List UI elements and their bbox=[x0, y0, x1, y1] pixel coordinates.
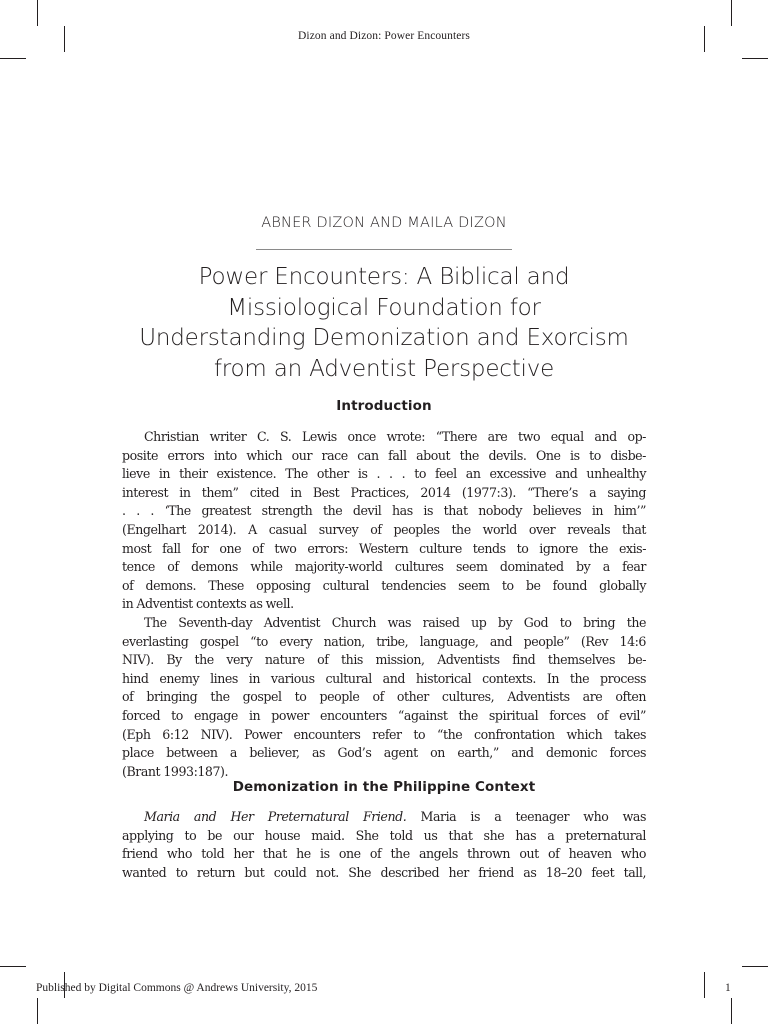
text-line: forced to engage in power encounters “against the spiritual forces of evil” bbox=[122, 707, 646, 723]
article-authors: ABNER DIZON AND MAILA DIZON bbox=[261, 215, 507, 231]
text-run: Maria is a teenager who was bbox=[420, 809, 646, 824]
text-line: in Adventist contexts as well. bbox=[122, 596, 294, 612]
text-line: The Seventh-day Adventist Church was raised up by God to bring the bbox=[144, 614, 646, 630]
section-heading-introduction: Introduction bbox=[336, 398, 432, 414]
text-line: tence of demons while majority-world cultures seem dominated by a fear bbox=[122, 559, 646, 575]
text-line: wanted to return but could not. She described her friend as 18–20 feet tall, bbox=[122, 864, 646, 880]
text-line: lieve in their existence. The other is . . . to feel an excessive and unhealthy bbox=[122, 466, 646, 482]
crop-mark bbox=[0, 966, 26, 967]
text-line: interest in them” cited in Best Practices, 2014 (1977:3). “There’s a saying bbox=[122, 484, 646, 500]
text-line: (Eph 6:12 NIV). Power encounters refer to “the confrontation which takes bbox=[122, 726, 646, 742]
crop-mark bbox=[704, 972, 705, 998]
text-line: (Engelhart 2014). A casual survey of peoples the world over reveals that bbox=[122, 521, 646, 537]
italic-run-in-heading: Maria and Her Preternatural Friend. bbox=[144, 809, 407, 824]
crop-mark bbox=[731, 998, 732, 1024]
text-line: NIV). By the very nature of this mission, Adventists find themselves be- bbox=[122, 652, 646, 668]
text-line: of demons. These opposing cultural tendencies seem to be found globally bbox=[122, 577, 646, 593]
crop-mark bbox=[37, 998, 38, 1024]
title-line: Understanding Demonization and Exorcism bbox=[139, 325, 629, 351]
text-line: posite errors into which our race can fall about the devils. One is to disbe- bbox=[122, 447, 646, 463]
text-line: place between a believer, as God’s agent on earth,” and demonic forces bbox=[122, 745, 646, 761]
title-line: Missiological Foundation for bbox=[227, 294, 541, 321]
footer-publisher: Published by Digital Commons @ Andrews University, 2015 bbox=[36, 982, 318, 994]
running-head: Dizon and Dizon: Power Encounters bbox=[298, 30, 470, 42]
text-line bbox=[122, 808, 646, 827]
text-line: applying to be our house maid. She told us that she has a preternatural bbox=[122, 827, 646, 843]
text-line: friend who told her that he is one of the angels thrown out of heaven who bbox=[122, 846, 646, 862]
crop-mark bbox=[742, 58, 768, 59]
crop-mark bbox=[37, 0, 38, 26]
title-divider bbox=[256, 249, 512, 250]
section-heading-demonization: Demonization in the Philippine Context bbox=[232, 779, 536, 795]
text-line: everlasting gospel “to every nation, tribe, language, and people” (Rev 14:6 bbox=[122, 633, 646, 649]
title-line: from an Adventist Perspective bbox=[213, 355, 555, 382]
text-line: (Brant 1993:187). bbox=[122, 763, 229, 779]
crop-mark bbox=[0, 58, 26, 59]
text-line: Christian writer C. S. Lewis once wrote: “There are two equal and op- bbox=[144, 429, 646, 444]
text-line: hind enemy lines in various cultural and historical contexts. In the process bbox=[122, 670, 646, 686]
intro-paragraph-1 bbox=[122, 428, 646, 781]
text-line: . . . ‘The greatest strength the devil has is that nobody believes in him’” bbox=[122, 503, 646, 519]
crop-mark bbox=[742, 966, 768, 967]
text-line: most fall for one of two errors: Western culture tends to ignore the exis- bbox=[122, 540, 646, 556]
page-number: 1 bbox=[725, 982, 731, 994]
title-line: Power Encounters: A Biblical and bbox=[198, 264, 570, 290]
article-title bbox=[80, 262, 688, 384]
crop-mark bbox=[731, 0, 732, 26]
maria-paragraph bbox=[122, 808, 646, 882]
text-line: of bringing the gospel to people of other cultures, Adventists are often bbox=[122, 689, 646, 705]
